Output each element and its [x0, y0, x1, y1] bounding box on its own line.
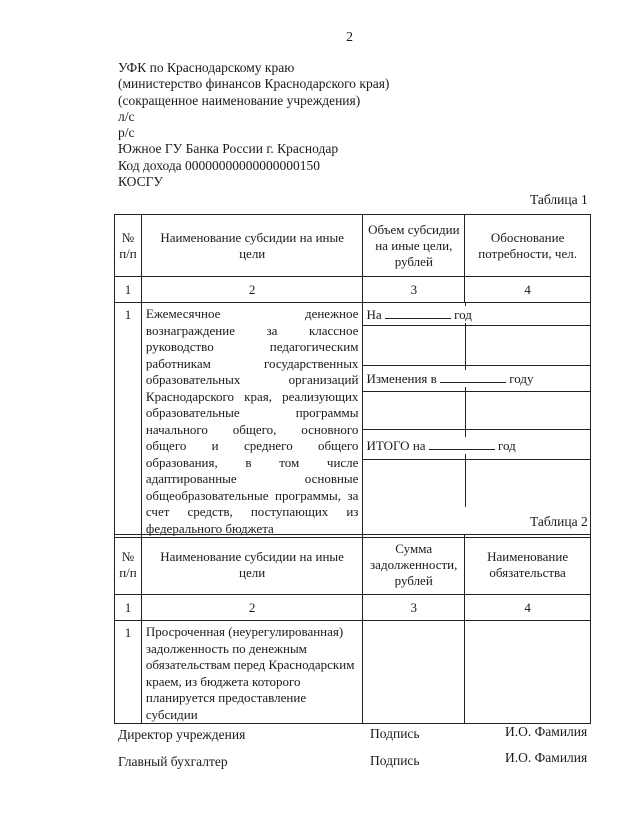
t2-colnum: 2 [141, 595, 362, 621]
table2-caption: Таблица 2 [530, 514, 588, 529]
t1-total-blank [429, 437, 495, 450]
header-line: Код дохода 00000000000000000150 [118, 157, 321, 173]
t2-header-num: № п/п [115, 535, 142, 595]
signature-position: Директор учреждения [118, 727, 246, 742]
t1-header-num: № п/п [115, 215, 142, 277]
t1-colnum: 3 [363, 277, 465, 303]
header-line: Южное ГУ Банка России г. Краснодар [118, 141, 339, 157]
signature-sign: Подпись [370, 753, 420, 768]
signature-position: Главный бухгалтер [118, 754, 228, 769]
t2-colnum: 3 [363, 595, 465, 621]
t1-total-line: ИТОГО на год [366, 437, 518, 454]
t1-year-blank [385, 306, 451, 319]
table1-caption: Таблица 1 [530, 192, 588, 207]
t1-row-num: 1 [115, 303, 142, 538]
header-line: л/с [118, 108, 135, 124]
t2-colnum: 1 [115, 595, 142, 621]
header-line: (министерство финансов Краснодарского края) [118, 76, 390, 92]
signature-name: И.О. Фамилия [505, 724, 588, 739]
t1-colnum: 2 [141, 277, 363, 303]
signature-sign: Подпись [370, 726, 420, 741]
t2-header-obligation: Наименование обязательства [465, 535, 591, 595]
page-number: 2 [346, 30, 353, 45]
t2-header-debt: Сумма задолженности, рублей [363, 535, 465, 595]
table1 [114, 214, 591, 538]
t2-colnum: 4 [465, 595, 591, 621]
header-line: КОСГУ [118, 174, 163, 190]
t1-colnum: 4 [465, 277, 591, 303]
t2-header-name: Наименование субсидии на иные цели [141, 535, 362, 595]
t2-row-name: Просроченная (неурегулированная) задолженность по денежным обязательствам перед Краснодарским краем, из бюджета которого планируется предоставление субсидии [141, 621, 362, 724]
payment-details-block [118, 60, 389, 190]
header-line: (сокращенное наименование учреждения) [118, 92, 361, 108]
header-line: р/с [118, 125, 135, 141]
t1-row-name: Ежемесячное денежное вознаграждение за классное руководство педагогическим работникам государственных образовательных организаций Краснодарского края, реализующих образовательные программы начального общего, основного общего и среднего общего образования, в том числе адаптированные основные общеобразовательные программы, за счет средств, поступающих из федерального бюджета [141, 303, 363, 538]
signature-name: И.О. Фамилия [505, 750, 588, 765]
t1-changes-line: Изменения в году [366, 370, 536, 387]
t2-row-debt [363, 621, 465, 724]
t1-header-amount: Объем субсидии на иные цели, рублей [363, 215, 465, 277]
t1-changes-blank [440, 370, 506, 383]
t1-header-justification: Обоснование потребности, чел. [465, 215, 591, 277]
t2-row-obligation [465, 621, 591, 724]
t1-year-line: На год [366, 306, 474, 323]
t1-colnum: 1 [115, 277, 142, 303]
header-line: УФК по Краснодарскому краю [118, 60, 295, 75]
table2 [114, 534, 591, 724]
t2-row-num: 1 [115, 621, 142, 724]
t1-header-name: Наименование субсидии на иные цели [141, 215, 363, 277]
t1-right-block [363, 303, 591, 538]
